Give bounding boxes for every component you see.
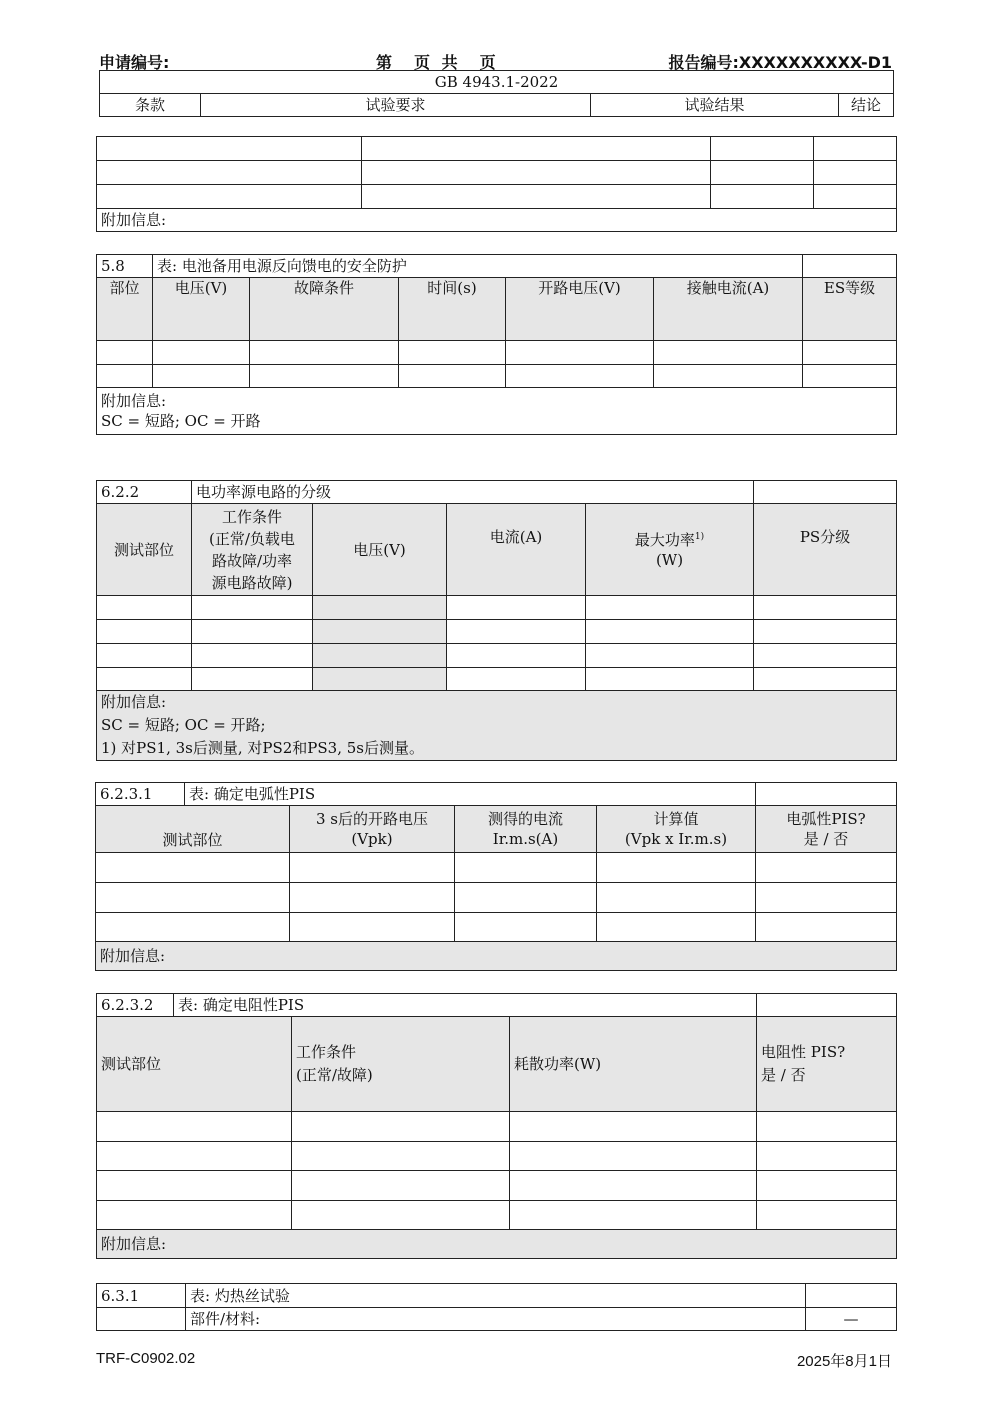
verdict-cell[interactable] (806, 1284, 897, 1308)
header-line: 是 / 否 (761, 1066, 806, 1084)
extra-info (97, 388, 897, 435)
header-line: 是 / 否 (803, 830, 849, 848)
table-cell[interactable] (97, 1171, 292, 1201)
application-no-label: 申请编号: (99, 53, 170, 72)
column-operating-condition (192, 504, 313, 596)
table-cell[interactable] (192, 644, 313, 668)
standard-number: GB 4943.1-2022 (100, 71, 894, 94)
table-cell[interactable] (754, 596, 897, 620)
table-cell[interactable] (290, 883, 455, 913)
table-cell[interactable] (192, 620, 313, 644)
table-cell[interactable] (97, 185, 362, 209)
table-cell[interactable] (447, 668, 586, 691)
header-line: 测得的电流 (487, 810, 563, 828)
column-voltage: 电压(V) (313, 504, 447, 596)
form-number: TRF-C0902.02 (96, 1350, 196, 1367)
table-cell[interactable] (510, 1171, 757, 1201)
column-resistive-pis (757, 1017, 897, 1112)
table-cell[interactable] (362, 185, 711, 209)
table-cell[interactable] (292, 1171, 510, 1201)
table-cell[interactable] (597, 913, 756, 942)
column-time: 时间(s) (399, 278, 506, 341)
table-6-3-1 (96, 1283, 897, 1331)
table-cell[interactable] (97, 137, 362, 161)
header-line: 电弧性PIS? (786, 810, 866, 828)
table-cell[interactable] (597, 853, 756, 883)
table-cell[interactable] (510, 1112, 757, 1142)
table-cell[interactable] (455, 883, 597, 913)
column-max-power (586, 504, 754, 596)
column-result: 试验结果 (591, 94, 839, 117)
header-line: (正常/故障) (296, 1066, 373, 1084)
column-test-location: 测试部位 (97, 1017, 292, 1112)
table-cell[interactable] (654, 341, 803, 365)
table-cell[interactable] (313, 596, 447, 620)
table-cell[interactable] (362, 161, 711, 185)
table-cell[interactable] (399, 365, 506, 388)
table-cell[interactable] (97, 1201, 292, 1230)
table-cell[interactable] (192, 596, 313, 620)
table-cell[interactable] (510, 1142, 757, 1171)
table-cell[interactable] (97, 596, 192, 620)
column-measured-current (455, 806, 597, 853)
table-cell[interactable] (96, 883, 290, 913)
table-cell[interactable] (597, 883, 756, 913)
verdict-cell[interactable] (803, 255, 897, 278)
table-cell[interactable] (447, 644, 586, 668)
column-dissipated-power: 耗散功率(W) (510, 1017, 757, 1112)
extra-info: 附加信息: (96, 942, 897, 971)
header-line: (Vpk) (351, 830, 393, 848)
table-cell[interactable] (711, 137, 814, 161)
table-cell[interactable] (757, 1201, 897, 1230)
header-line: (Vpk x Ir.m.s) (624, 830, 728, 848)
extra-info (97, 691, 897, 761)
column-location: 部位 (97, 278, 153, 341)
column-open-circuit-voltage (290, 806, 455, 853)
verdict-cell[interactable] (757, 994, 897, 1017)
column-calculated-value (597, 806, 756, 853)
table-cell[interactable] (153, 365, 250, 388)
table-cell[interactable] (97, 341, 153, 365)
table-cell[interactable] (510, 1201, 757, 1230)
verdict-cell[interactable] (754, 481, 897, 504)
header-line: Ir.m.s(A) (492, 830, 559, 848)
table-cell[interactable] (97, 644, 192, 668)
extra-info-label: 附加信息: (101, 392, 167, 410)
table-cell[interactable] (250, 365, 399, 388)
table-5-8 (96, 254, 897, 435)
verdict-cell[interactable] (756, 783, 897, 806)
condition-line: 源电路故障) (211, 573, 293, 592)
report-no-label: 报告编号:XXXXXXXXXX-D1 (668, 53, 892, 72)
table-6-2-2 (96, 480, 897, 761)
table-cell[interactable] (447, 620, 586, 644)
column-test-location: 测试部位 (97, 504, 192, 596)
column-touch-current: 接触电流(A) (654, 278, 803, 341)
max-power-unit: (W) (655, 551, 684, 569)
column-ps-class: PS分级 (754, 504, 897, 596)
header-table (99, 70, 894, 117)
column-clause: 条款 (100, 94, 201, 117)
table-cell[interactable] (192, 668, 313, 691)
header-line: 电阻性 PIS? (761, 1043, 846, 1061)
extra-info-label: 附加信息: (101, 693, 167, 711)
table-cell[interactable] (96, 853, 290, 883)
table-cell[interactable] (292, 1112, 510, 1142)
table-cell[interactable] (97, 161, 362, 185)
table-cell[interactable] (455, 853, 597, 883)
table-cell[interactable] (290, 913, 455, 942)
page-number-label: 第 页 共 页 (376, 53, 499, 72)
header-line: 计算值 (653, 810, 699, 828)
table-cell[interactable] (586, 620, 754, 644)
abbreviation-note: SC = 短路; OC = 开路 (101, 412, 261, 430)
column-current: 电流(A) (447, 504, 586, 596)
table-cell[interactable] (506, 341, 654, 365)
table-cell[interactable] (754, 668, 897, 691)
table-cell[interactable] (313, 668, 447, 691)
table-title: 表: 确定电阻性PIS (174, 994, 757, 1017)
table-cell[interactable] (754, 644, 897, 668)
table-cell[interactable] (97, 1142, 292, 1171)
table-cell[interactable] (756, 913, 897, 942)
table-title: 表: 灼热丝试验 (186, 1284, 806, 1308)
column-arcing-pis (756, 806, 897, 853)
table-cell[interactable] (292, 1142, 510, 1171)
table-cell[interactable] (711, 161, 814, 185)
table-cell[interactable] (506, 365, 654, 388)
blank-table (96, 136, 897, 232)
table-cell[interactable] (757, 1171, 897, 1201)
column-open-circuit-voltage: 开路电压(V) (506, 278, 654, 341)
column-es-class: ES等级 (803, 278, 897, 341)
table-cell[interactable] (313, 644, 447, 668)
table-cell[interactable] (757, 1142, 897, 1171)
column-verdict: 结论 (839, 94, 894, 117)
abbreviation-note: SC = 短路; OC = 开路; (101, 716, 266, 734)
condition-line: 工作条件 (221, 507, 282, 526)
table-cell[interactable] (803, 341, 897, 365)
table-cell[interactable] (153, 341, 250, 365)
verdict-value: — (806, 1308, 897, 1331)
header-line: 3 s后的开路电压 (315, 810, 428, 828)
form-date: 2025年8月1日 (796, 1353, 892, 1370)
table-cell[interactable] (756, 883, 897, 913)
column-operating-condition (292, 1017, 510, 1112)
max-power-label: 最大功率 (634, 531, 695, 549)
header-line: 工作条件 (296, 1043, 357, 1061)
table-cell[interactable] (586, 596, 754, 620)
footnote-text: 1) 对PS1, 3s后测量, 对PS2和PS3, 5s后测量。 (101, 739, 424, 757)
table-cell[interactable] (97, 1308, 186, 1331)
table-cell[interactable] (96, 913, 290, 942)
table-cell[interactable] (711, 185, 814, 209)
column-test-location: 测试部位 (96, 806, 290, 853)
table-cell[interactable] (362, 137, 711, 161)
table-cell[interactable] (313, 620, 447, 644)
table-cell[interactable] (292, 1201, 510, 1230)
table-cell[interactable] (756, 853, 897, 883)
table-cell[interactable] (455, 913, 597, 942)
table-cell[interactable] (97, 365, 153, 388)
table-6-2-3-2 (96, 993, 897, 1259)
table-cell[interactable] (803, 365, 897, 388)
table-cell[interactable] (97, 1112, 292, 1142)
extra-info: 附加信息: (97, 209, 897, 232)
table-title: 表: 确定电弧性PIS (185, 783, 756, 806)
table-cell[interactable] (586, 644, 754, 668)
table-cell[interactable] (814, 161, 897, 185)
clause-number: 5.8 (97, 255, 153, 278)
column-voltage: 电压(V) (153, 278, 250, 341)
column-requirement: 试验要求 (201, 94, 591, 117)
parts-material-label: 部件/材料: (186, 1308, 806, 1331)
table-cell[interactable] (97, 620, 192, 644)
clause-number: 6.3.1 (97, 1284, 186, 1308)
table-cell[interactable] (399, 341, 506, 365)
table-cell[interactable] (586, 668, 754, 691)
table-cell[interactable] (757, 1112, 897, 1142)
table-cell[interactable] (754, 620, 897, 644)
table-cell[interactable] (290, 853, 455, 883)
clause-number: 6.2.3.1 (96, 783, 185, 806)
table-cell[interactable] (654, 365, 803, 388)
table-cell[interactable] (97, 668, 192, 691)
table-cell[interactable] (814, 137, 897, 161)
table-cell[interactable] (447, 596, 586, 620)
clause-number: 6.2.3.2 (97, 994, 174, 1017)
condition-line: 路故障/功率 (211, 551, 293, 570)
table-title: 表: 电池备用电源反向馈电的安全防护 (153, 255, 803, 278)
column-fault-condition: 故障条件 (250, 278, 399, 341)
table-6-2-3-1 (95, 782, 897, 971)
clause-number: 6.2.2 (97, 481, 192, 504)
table-cell[interactable] (814, 185, 897, 209)
condition-line: (正常/负载电 (209, 529, 295, 548)
table-cell[interactable] (250, 341, 399, 365)
extra-info: 附加信息: (97, 1230, 897, 1259)
footnote-marker: 1) (694, 532, 705, 542)
table-title: 电功率源电路的分级 (192, 481, 754, 504)
